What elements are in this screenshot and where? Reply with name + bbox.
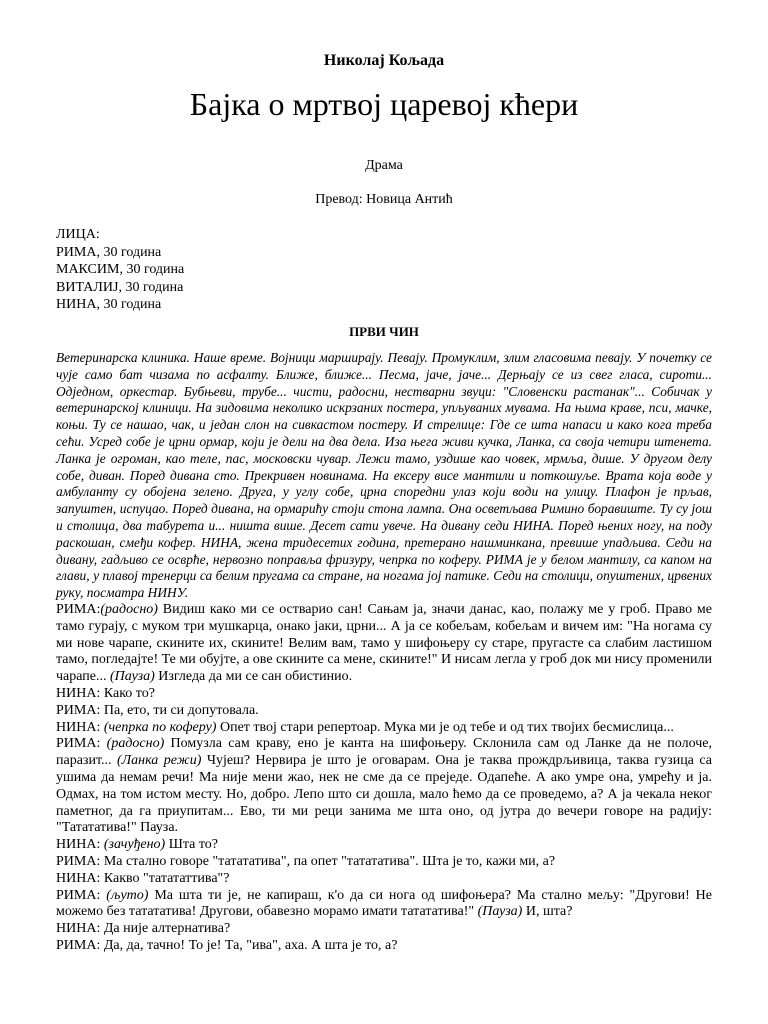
stage-note: (радосно) bbox=[100, 736, 165, 752]
speaker-name: НИНА: bbox=[56, 921, 101, 937]
cast-member: РИМА, 30 година bbox=[56, 244, 162, 260]
speaker-name: НИНА: bbox=[56, 870, 101, 886]
speaker-name: НИНА: bbox=[56, 719, 101, 735]
dialogue-text: Како то? bbox=[100, 685, 155, 701]
stage-note: (зачуђено) bbox=[100, 837, 166, 853]
stage-note: (Пауза) bbox=[110, 669, 155, 685]
dialogue-line bbox=[56, 921, 712, 938]
dialogue-text: Да није алтернатива? bbox=[100, 921, 231, 937]
speaker-name: РИМА: bbox=[56, 736, 101, 752]
cast-member: НИНА, 30 година bbox=[56, 297, 162, 312]
author-name: Николај Кољада bbox=[323, 52, 445, 69]
dialogue-text: Да, да, тачно! То је! Та, "ива", аха. А шта је то, а? bbox=[100, 937, 398, 953]
speaker-name: НИНА: bbox=[56, 685, 101, 701]
dialogue-text: И, шта? bbox=[522, 904, 573, 920]
dialogue-line bbox=[56, 938, 712, 955]
dialogue-text: Изгледа да ми се сан обистинио. bbox=[154, 669, 353, 685]
play-body bbox=[56, 350, 712, 955]
dialogue-text: Ма стално говоре "татататива", па опет "татататива". Шта је то, кажи ми, а? bbox=[100, 853, 556, 869]
dialogue bbox=[56, 602, 712, 955]
dialogue-line bbox=[56, 888, 712, 922]
cast-list bbox=[56, 226, 184, 314]
speaker-name: РИМА: bbox=[56, 887, 101, 903]
dialogue-text: Опет твој стари репертоар. Мука ми је од тебе и од тих твојих бесмислица... bbox=[216, 719, 674, 735]
speaker-name: РИМА: bbox=[56, 702, 101, 718]
genre-label: Драма bbox=[365, 158, 403, 173]
dialogue-text: Видиш како ми се остварио сан! Сањам ја, значи данас, као, полажу ме у гроб. Право ме тамо гурају, с муком три мушкарца, онако јаки, црни... А ја се кобељам, кобељам и вичем им: "На ногама су ми нове чарапе, скините их, скините! Велим вам, тамо у шифоњеру су старе, пругасте са слабим ластишом тамо, погледајте! Те ми обујте, а ове скините са мене, скините!" И нисам легла у гроб док ми нису променили чарапе... bbox=[56, 601, 712, 685]
dialogue-text: Какво "татататтива"? bbox=[100, 870, 230, 886]
dialogue-line bbox=[56, 854, 712, 871]
speaker-name: РИМА: bbox=[56, 937, 101, 953]
translator-credit: Превод: Новица Антић bbox=[315, 192, 453, 207]
dialogue-text: Чујеш? Нервира је што је оговарам. Она је таква прождрљивица, таква гузица са ушима да немам речи! Ма није мени жао, нек не сме да се преједе. Одапеће. А ако умре она, умрећу и ја. Одмах, на том истом месту. Но, добро. Лепо што си дошла, мало ћемо да се проведемо, а? А ја чекала неког паметног, да га приупитам... Ево, ти ми реци занима ме шта оно, од јутра до вечери говоре на радију: "Татататива!" Пауза. bbox=[56, 753, 712, 836]
dialogue-line bbox=[56, 602, 712, 686]
dialogue-line bbox=[56, 736, 712, 837]
speaker-name: РИМА: bbox=[56, 853, 101, 869]
dialogue-line bbox=[56, 686, 712, 703]
speaker-name: НИНА: bbox=[56, 837, 101, 853]
dialogue-line bbox=[56, 703, 712, 720]
stage-note: (Ланка режи) bbox=[117, 753, 202, 769]
cast-member: ВИТАЛИЈ, 30 година bbox=[56, 279, 184, 295]
stage-note: (љуто) bbox=[100, 887, 149, 903]
speaker-name: РИМА: bbox=[56, 601, 101, 617]
play-title: Бајка о мртвој царевој кћери bbox=[189, 86, 579, 122]
stage-direction: Ветеринарска клиника. Наше време. Војници марширају. Певају. Промуклим, злим гласовима певају. У почетку се чује само бат чизама по асфалту. Ближе, ближе... Песма, јаче, јаче... Дерњају се из свег гласа, сироти... Одједном, оркестар. Бубњеви, трубе... чисти, радосни, нестварни звуци: "Словенски растанак"... Собичак у ветеринарској клиници. На зидовима неколико искрзаних постера, упљуваних мувама. На њима краве, пси, мачке, коњи. Ту се нашао, чак, и један слон на сивкастом постеру. И стрелице: Где се шта напаси и како кога треба сећи. Усред собе је црни ормар, који је дели на два дела. Иза њега живи кучка, Ланка, са своја четири штенета. Ланка је огроман, као теле, пас, московски чувар. Лежи тамо, уздише као човек, мрмља, дише. У другом делу собе, диван. Поред дивана сто. Прекривен новинама. На ексеру висе мантили и поткошуље. Врата која воде у амбуланту су обојена зелено. Друга, у углу собе, црна споредни улаз који води на улицу. Плафон је прљав, запуштен, испуцао. Поред дивана, на ормарићу стоји стона лампа. Она осветљава Римино боравиште. Ту су још и столица, два табурета и... ништа више. Десет сати увече. На дивану седи НИНА. Поред њених ногу, на поду раскошан, смеђи кофер. НИНА, жена тридесетих година, претерано нашминкана, превише упадљива. Седи на дивану, гадљиво се осврће, нервозно поправља фризуру, чепрка по коферу. РИМА је у белом мантилу, са капом на глави, у плавој тренерци са белим пругама са стране, на ногама јој патике. Седи на столици, опуштених, црвених руку, посматра НИНУ. bbox=[56, 350, 712, 601]
dialogue-text: Ма шта ти је, не капираш, к'о да си нога од шифоњера? Ма стално мељу: "Другови! Не можемо без татататива! Другови, обавезно морамо имати татататива!" bbox=[56, 887, 712, 920]
dialogue-line bbox=[56, 871, 712, 888]
stage-note: (радосно) bbox=[100, 601, 158, 617]
dialogue-line bbox=[56, 720, 712, 737]
dialogue-line bbox=[56, 837, 712, 854]
cast-member: МАКСИМ, 30 година bbox=[56, 262, 185, 277]
dialogue-text: Па, ето, ти си допутовала. bbox=[100, 702, 259, 718]
act-heading: ПРВИ ЧИН bbox=[349, 324, 419, 339]
dialogue-text: Шта то? bbox=[165, 837, 218, 853]
stage-note: (Пауза) bbox=[477, 904, 523, 920]
stage-note: (чепрка по коферу) bbox=[100, 719, 217, 735]
dialogue-text: Помузла сам краву, ено је канта на шифоњеру. Склонила сам од Ланке да не полоче, паразит... bbox=[56, 736, 712, 769]
cast-heading: ЛИЦА: bbox=[56, 227, 100, 242]
